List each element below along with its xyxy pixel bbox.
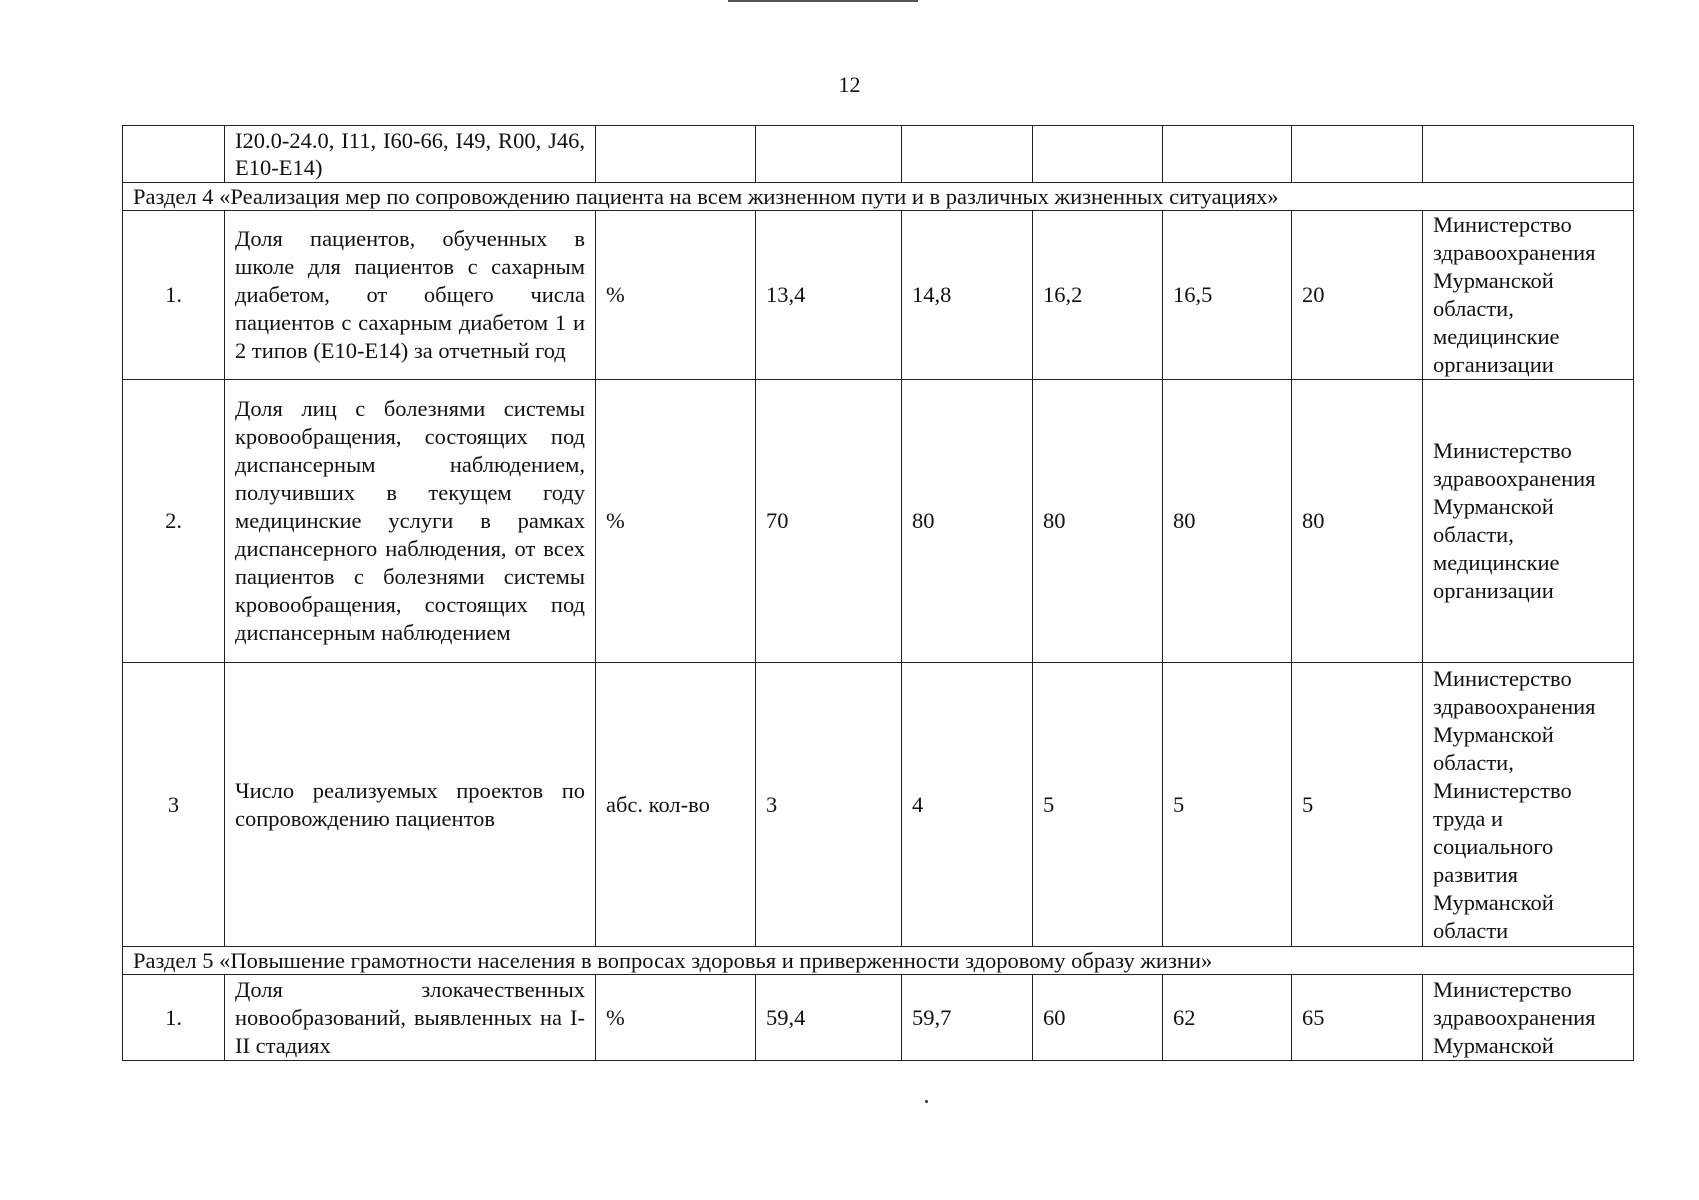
responsible-cell: Министерство здравоохранения Мурманской области, медицинские организации (1423, 211, 1634, 380)
value-cell: 80 (1163, 380, 1292, 663)
value-cell: 13,4 (756, 211, 902, 380)
row-number: 3 (123, 663, 225, 947)
section-header-row (123, 947, 1634, 975)
value-cell (756, 126, 902, 183)
indicator-description: Доля лиц с болезнями системы кровообращения, состоящих под диспансерным наблюдением, получивших в текущем году медицинские услуги в рамках диспансерного наблюдения, от всех пациентов с болезнями системы кровообращения, состоящих под диспансерным наблюдением (225, 380, 596, 663)
responsible-cell: Министерство здравоохранения Мурманской (1423, 975, 1634, 1061)
value-cell (1292, 126, 1423, 183)
value-cell (1163, 126, 1292, 183)
scan-dot (925, 1100, 928, 1103)
row-number: 1. (123, 211, 225, 380)
row-number: 2. (123, 380, 225, 663)
section-4-title: Раздел 4 «Реализация мер по сопровождению пациента на всем жизненном пути и в различных жизненных ситуациях» (123, 183, 1634, 211)
value-cell: 60 (1033, 975, 1163, 1061)
value-cell: 70 (756, 380, 902, 663)
unit-cell: абс. кол-во (596, 663, 756, 947)
value-cell (1033, 126, 1163, 183)
value-cell: 5 (1163, 663, 1292, 947)
value-cell: 16,2 (1033, 211, 1163, 380)
unit-cell: % (596, 975, 756, 1061)
indicator-description: Число реализуемых проектов по сопровождению пациентов (225, 663, 596, 947)
unit-cell: % (596, 211, 756, 380)
section-5-title: Раздел 5 «Повышение грамотности населения в вопросах здоровья и приверженности здоровому образу жизни» (123, 947, 1634, 975)
row-number: 1. (123, 975, 225, 1061)
value-cell: 5 (1033, 663, 1163, 947)
table-row (123, 126, 1634, 183)
responsible-cell (1423, 126, 1634, 183)
top-rule (728, 0, 918, 2)
indicator-description: Доля злокачественных новообразований, выявленных на I-II стадиях (225, 975, 596, 1061)
value-cell: 5 (1292, 663, 1423, 947)
section-header-row (123, 183, 1634, 211)
table-row (123, 663, 1634, 947)
value-cell: 59,4 (756, 975, 902, 1061)
responsible-cell: Министерство здравоохранения Мурманской области, Министерство труда и социального развития Мурманской области (1423, 663, 1634, 947)
value-cell: 65 (1292, 975, 1423, 1061)
value-cell: 20 (1292, 211, 1423, 380)
value-cell: 3 (756, 663, 902, 947)
value-cell: 14,8 (902, 211, 1033, 380)
value-cell: 59,7 (902, 975, 1033, 1061)
value-cell: 80 (902, 380, 1033, 663)
row-number (123, 126, 225, 183)
value-cell: 80 (1292, 380, 1423, 663)
value-cell (902, 126, 1033, 183)
value-cell: 4 (902, 663, 1033, 947)
page-number: 12 (838, 72, 861, 97)
unit-cell: % (596, 380, 756, 663)
value-cell: 62 (1163, 975, 1292, 1061)
indicators-table (122, 125, 1634, 1061)
table-row (123, 211, 1634, 380)
responsible-cell: Министерство здравоохранения Мурманской области, медицинские организации (1423, 380, 1634, 663)
table-row (123, 975, 1634, 1061)
value-cell: 16,5 (1163, 211, 1292, 380)
unit-cell (596, 126, 756, 183)
table-row (123, 380, 1634, 663)
indicator-description: Доля пациентов, обученных в школе для пациентов с сахарным диабетом, от общего числа пациентов с сахарным диабетом 1 и 2 типов (Е10-Е14) за отчетный год (225, 211, 596, 380)
value-cell: 80 (1033, 380, 1163, 663)
indicator-description: I20.0-24.0, I11, I60-66, I49, R00, J46, E10-E14) (225, 126, 596, 183)
